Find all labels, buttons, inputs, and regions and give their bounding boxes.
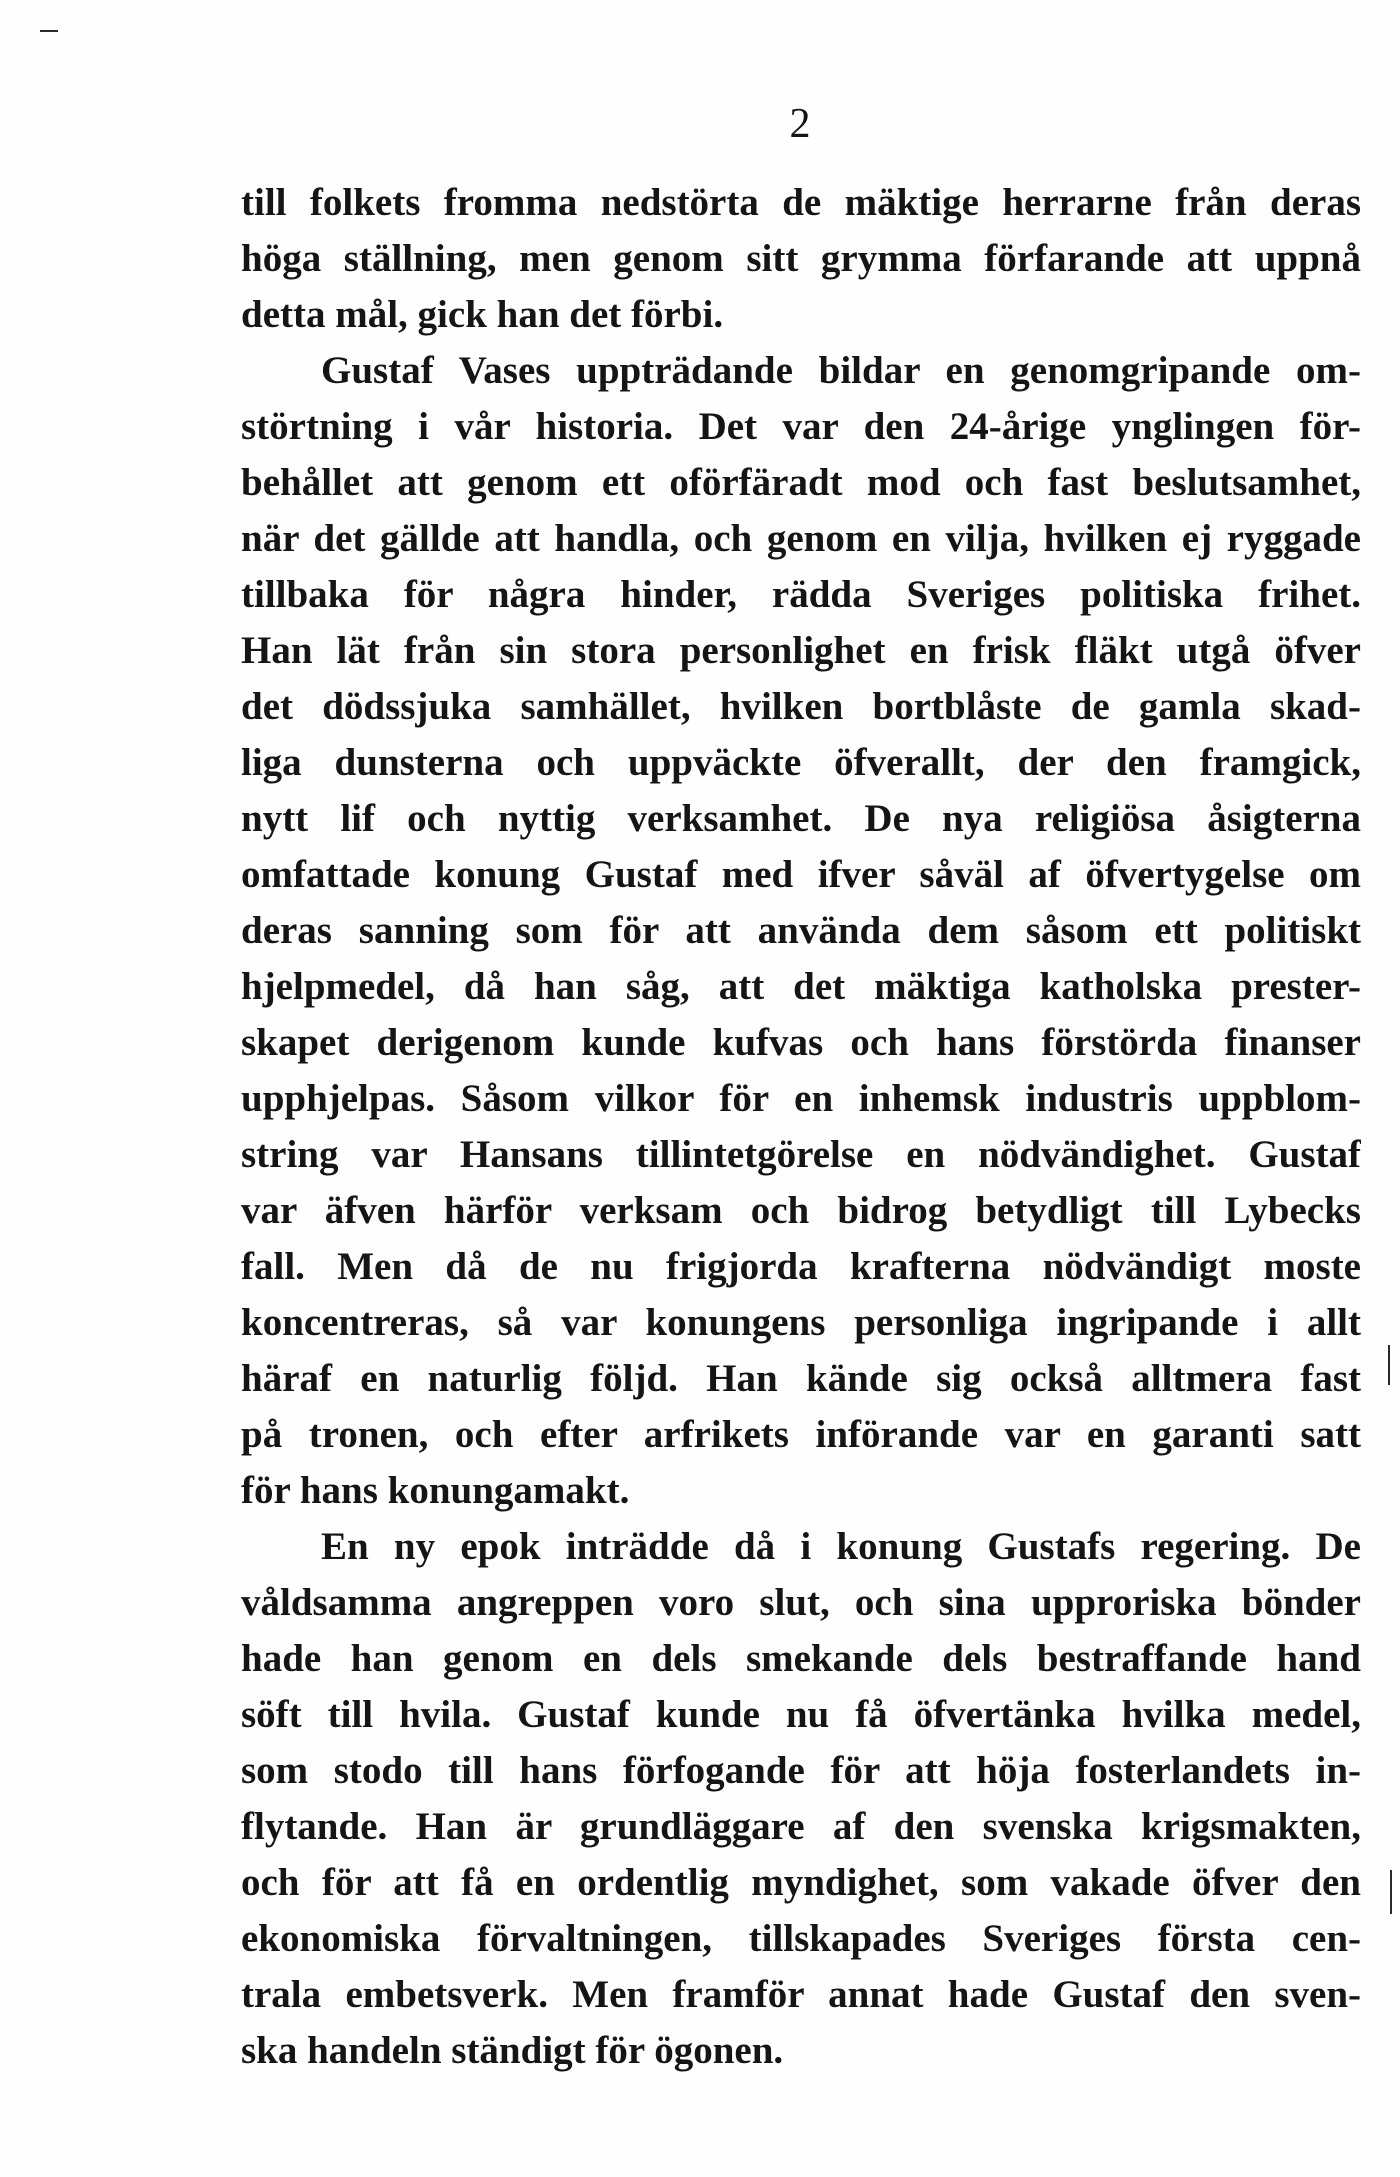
text-line: till folkets fromma nedstörta de mäktige herrarne från deras	[241, 181, 1361, 224]
text-line: Han lät från sin stora personlighet en frisk fläkt utgå öfver	[241, 629, 1361, 672]
text-line: koncentreras, så var konungens personliga ingripande i allt	[241, 1301, 1361, 1344]
text-line: omfattade konung Gustaf med ifver såväl af öfvertygelse om	[241, 853, 1361, 896]
text-line: Gustaf Vases uppträdande bildar en genomgripande om-	[321, 349, 1361, 392]
text-line: höga ställning, men genom sitt grymma förfarande att uppnå	[241, 237, 1361, 280]
text-line: störtning i vår historia. Det var den 24-årige ynglingen för-	[241, 405, 1361, 448]
text-line: när det gällde att handla, och genom en vilja, hvilken ej ryggade	[241, 517, 1361, 560]
text-line: string var Hansans tillintetgörelse en nödvändighet. Gustaf	[241, 1133, 1361, 1176]
text-line: deras sanning som för att använda dem såsom ett politiskt	[241, 909, 1361, 952]
text-line: som stodo till hans förfogande för att höja fosterlandets in-	[241, 1749, 1361, 1792]
margin-mark-right-2	[1390, 1870, 1392, 1914]
margin-mark-top-left	[40, 30, 58, 32]
text-line: trala embetsverk. Men framför annat hade Gustaf den sven-	[241, 1973, 1361, 2016]
text-line: våldsamma angreppen voro slut, och sina upproriska bönder	[241, 1581, 1361, 1624]
text-line: fall. Men då de nu frigjorda krafterna nödvändigt moste	[241, 1245, 1361, 1288]
text-line: tillbaka för några hinder, rädda Sveriges politiska frihet.	[241, 573, 1361, 616]
paragraph	[241, 343, 1361, 1519]
margin-mark-right-1	[1388, 1345, 1390, 1385]
text-line: En ny epok inträdde då i konung Gustafs regering. De	[321, 1525, 1361, 1568]
text-line: liga dunsterna och uppväckte öfverallt, der den framgick,	[241, 741, 1361, 784]
paragraph	[241, 175, 1361, 343]
text-line: hjelpmedel, då han såg, att det mäktiga katholska prester-	[241, 965, 1361, 1008]
text-line: det dödssjuka samhället, hvilken bortblåste de gamla skad-	[241, 685, 1361, 728]
text-line: hade han genom en dels smekande dels bestraffande hand	[241, 1637, 1361, 1680]
text-line: detta mål, gick han det förbi.	[241, 293, 724, 336]
text-line: var äfven härför verksam och bidrog betydligt till Lybecks	[241, 1189, 1361, 1232]
text-line: söft till hvila. Gustaf kunde nu få öfvertänka hvilka medel,	[241, 1693, 1361, 1736]
page-number: 2	[789, 101, 811, 147]
text-line: behållet att genom ett oförfäradt mod och fast beslutsamhet,	[241, 461, 1361, 504]
text-line: ska handeln ständigt för ögonen.	[241, 2029, 784, 2072]
text-line: och för att få en ordentlig myndighet, som vakade öfver den	[241, 1861, 1361, 1904]
text-line: för hans konungamakt.	[241, 1469, 630, 1512]
body-text	[241, 175, 1361, 2079]
paragraph	[241, 1519, 1361, 2079]
text-line: flytande. Han är grundläggare af den svenska krigsmakten,	[241, 1805, 1361, 1848]
text-line: häraf en naturlig följd. Han kände sig också alltmera fast	[241, 1357, 1361, 1400]
text-line: nytt lif och nyttig verksamhet. De nya religiösa åsigterna	[241, 797, 1361, 840]
text-line: upphjelpas. Såsom vilkor för en inhemsk industris uppblom-	[241, 1077, 1361, 1120]
text-line: skapet derigenom kunde kufvas och hans förstörda finanser	[241, 1021, 1361, 1064]
text-line: ekonomiska förvaltningen, tillskapades Sveriges första cen-	[241, 1917, 1361, 1960]
text-line: på tronen, och efter arfrikets införande var en garanti satt	[241, 1413, 1361, 1456]
